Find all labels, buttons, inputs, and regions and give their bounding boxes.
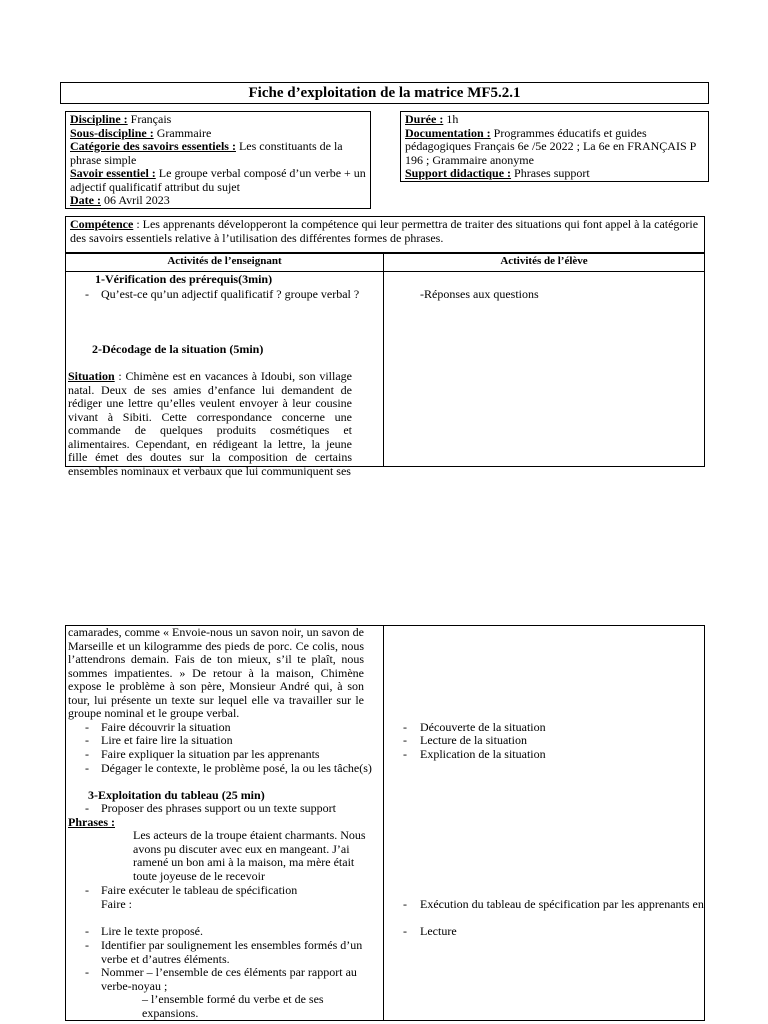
exec-response: Exécution du tableau de spécification par les apprenants en: [420, 897, 704, 911]
phrases-label: Phrases :: [68, 815, 115, 829]
faire-label: Faire :: [101, 897, 132, 911]
dash-marker: -: [85, 938, 89, 952]
teacher-step: Faire expliquer la situation par les apprenants: [101, 747, 320, 761]
header-enseignant: Activités de l’enseignant: [167, 255, 282, 267]
discipline-value: Français: [127, 112, 172, 126]
savoir-row: [70, 167, 366, 194]
activities-table-2: [65, 625, 705, 1021]
duree-value: 1h: [443, 112, 459, 126]
section-1-question: Qu’est-ce qu’un adjectif qualificatif ? groupe verbal ?: [101, 287, 360, 301]
student-step: Découverte de la situation: [420, 720, 546, 734]
discipline-row: [70, 113, 366, 127]
page-title-text: Fiche d’exploitation de la matrice MF5.2.1: [248, 85, 521, 101]
section-3-item: Proposer des phrases support ou un texte support: [101, 801, 336, 815]
categorie-row: [70, 140, 366, 167]
date-row: [70, 194, 366, 208]
column-divider: [383, 254, 384, 466]
student-step: Explication de la situation: [420, 747, 546, 761]
dash-marker: -: [403, 747, 407, 761]
documentation-label: Documentation :: [405, 125, 491, 140]
dash-marker: -: [85, 733, 89, 747]
savoir-label: Savoir essentiel :: [70, 166, 156, 180]
dash-marker: -: [85, 883, 89, 897]
dash-marker: -: [85, 747, 89, 761]
teacher-step: Dégager le contexte, le problème posé, la ou les tâche(s): [101, 761, 372, 775]
documentation-value: Programmes éducatifs et guides pédagogiques Français 6e /5e 2022 ; La 6e en FRANÇAIS P 196 ; Grammaire anonyme: [405, 125, 696, 167]
nommer-subitem: – l’ensemble formé du verbe et de ses expansions.: [142, 992, 324, 1020]
savoir-value: Le groupe verbal composé d’un verbe + un adjectif qualificatif attribut du sujet: [70, 166, 366, 194]
exec-item: Faire exécuter le tableau de spécification: [101, 883, 298, 897]
situation-label: Situation: [68, 369, 115, 383]
situation-text: : Chimène est en vacances à Idoubi, son village natal. Deux de ses amies d’enfance lui demandent de rédiger une lettre qu’elles veulent envoyer à leur cousine vivant à Sibiti. Cette correspondance concerne une commande de quelques produits cosmétiques et alimentaires. Cependant, en rédigeant la lettre, la jeune fille émet des doutes sur la composition de certains ensembles nominaux et verbaux que lui communiquent ses: [68, 369, 352, 478]
competence-box: [65, 216, 705, 253]
categorie-value: Les constituants de la phrase simple: [70, 139, 343, 167]
section-1-title: 1-Vérification des prérequis(3min): [95, 272, 273, 286]
section-1-response: -Réponses aux questions: [420, 287, 539, 301]
column-divider: [383, 626, 384, 1020]
dash-marker: -: [403, 733, 407, 747]
situation-continuation: camarades, comme « Envoie-nous un savon noir, un savon de Marseille et un kilogramme des pieds de porc. Ce colis, nous l’attendrons demain. Fais de ton mieux, s’il te plaît, nous sommes impatientes. » De retour à la maison, Chimène expose le problème à son père, Monsieur André qui, à son tour, lui présente un texte sur lequel elle va travailler sur le groupe nominal et le groupe verbal.: [68, 625, 364, 720]
competence-text: : Les apprenants développeront la compétence qui leur permettra de traiter des situations qui font appel à la catégorie des savoirs essentiels relative à l’utilisation des différentes formes de phrases.: [70, 217, 699, 245]
lire-item: Lire le texte proposé.: [101, 924, 203, 938]
competence-label: Compétence: [70, 217, 134, 231]
duree-row: [405, 113, 704, 127]
date-label: Date :: [70, 193, 101, 207]
dash-marker: -: [85, 287, 89, 301]
identifier-item: Identifier par soulignement les ensembles formés d’un verbe et d’autres éléments.: [101, 938, 363, 966]
discipline-label: Discipline :: [70, 112, 128, 126]
phrases-text: Les acteurs de la troupe étaient charmants. Nous avons pu discuter avec eux en mangeant. J’ai ramené un bon ami à la maison, ma mère était toute joyeuse de le recevoir: [133, 828, 366, 883]
teacher-step: Lire et faire lire la situation: [101, 733, 233, 747]
info-left-box: [65, 111, 371, 209]
dash-marker: -: [403, 897, 407, 911]
section-3-title: 3-Exploitation du tableau (25 min): [88, 788, 265, 802]
sous-discipline-label: Sous-discipline :: [70, 125, 154, 140]
dash-marker: -: [85, 924, 89, 938]
situation-paragraph: [68, 370, 352, 478]
dash-marker: -: [85, 761, 89, 775]
support-value: Phrases support: [511, 166, 590, 180]
dash-marker: -: [403, 924, 407, 938]
support-row: [405, 167, 704, 181]
teacher-step: Faire découvrir la situation: [101, 720, 231, 734]
sous-discipline-value: Grammaire: [153, 125, 212, 140]
section-2-title: 2-Décodage de la situation (5min): [92, 342, 264, 356]
documentation-row: [405, 127, 704, 168]
lecture-response: Lecture: [420, 924, 457, 938]
info-right-box: [400, 111, 709, 182]
sous-discipline-row: [70, 127, 366, 141]
activities-table-1: [65, 253, 705, 478]
duree-label: Durée :: [405, 112, 444, 126]
dash-marker: -: [403, 720, 407, 734]
student-step: Lecture de la situation: [420, 733, 527, 747]
page-title: [60, 82, 709, 104]
date-value: 06 Avril 2023: [100, 193, 170, 207]
header-eleve: Activités de l’élève: [500, 255, 588, 267]
dash-marker: -: [85, 801, 89, 815]
support-label: Support didactique :: [405, 166, 512, 180]
dash-marker: -: [85, 965, 89, 979]
categorie-label: Catégorie des savoirs essentiels :: [70, 139, 236, 153]
nommer-item: Nommer – l’ensemble de ces éléments par rapport au verbe-noyau ;: [101, 965, 357, 993]
dash-marker: -: [85, 720, 89, 734]
